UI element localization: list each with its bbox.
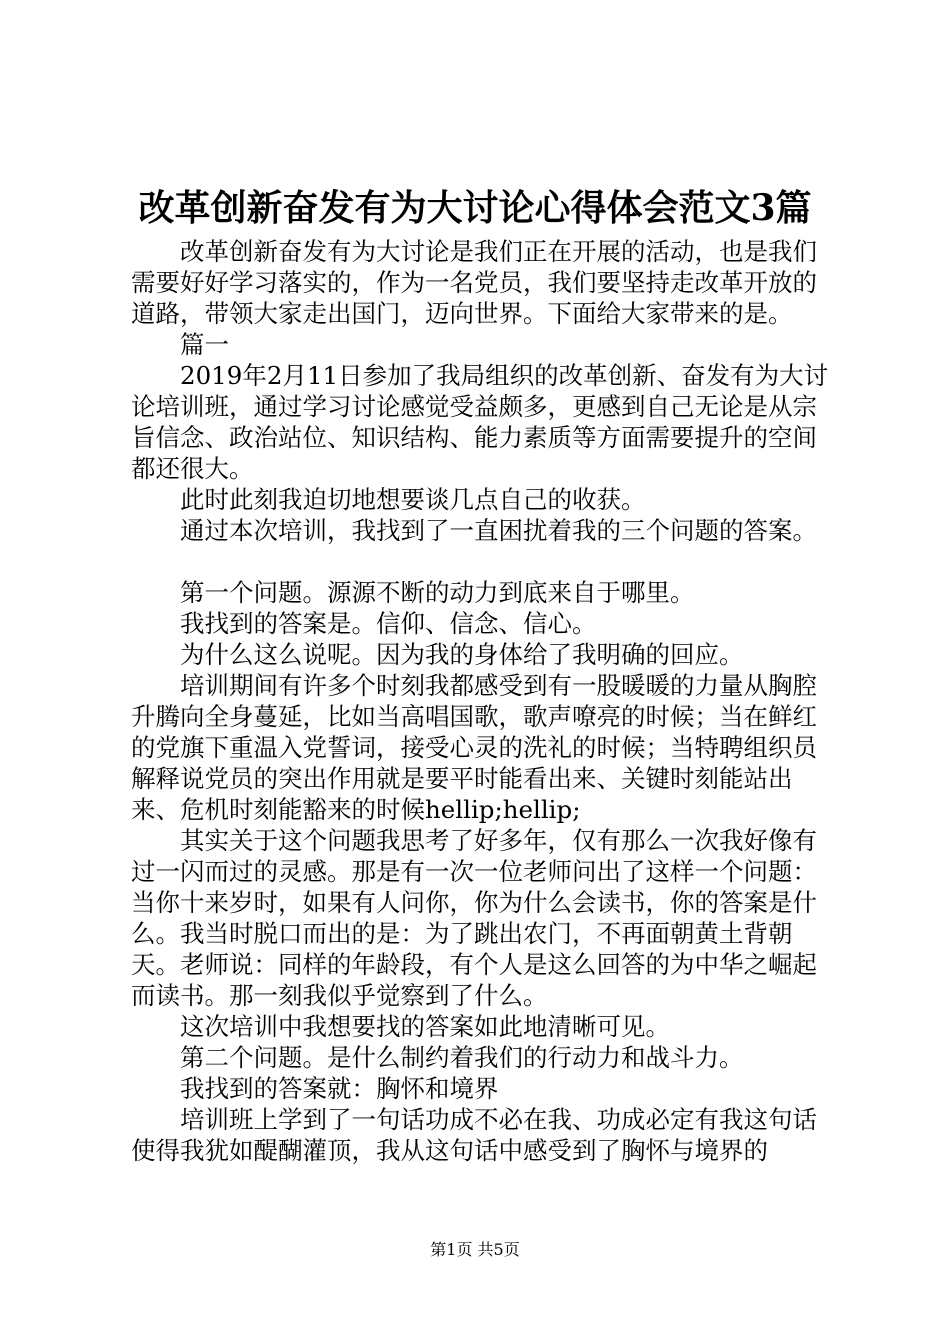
- document-title: 改革创新奋发有为大讨论心得体会范文3篇: [138, 187, 812, 229]
- paragraph: 2019年2月11日参加了我局组织的改革创新、奋发有为大讨论培训班，通过学习讨论感觉受益颇多，更感到自己无论是从宗旨信念、政治站位、知识结构、能力素质等方面需要提升的空间都还很大。: [131, 361, 829, 483]
- document-body: [131, 236, 831, 1166]
- paragraph: 其实关于这个问题我思考了好多年，仅有那么一次我好像有过一闪而过的灵感。那是有一次一位老师问出了这样一个问题：当你十来岁时，如果有人问你，你为什么会读书，你的答案是什么。我当时脱口而出的是：为了跳出农门，不再面朝黄土背朝天。老师说：同样的年龄段，有个人是这么回答的为中华之崛起而读书。那一刻我似乎觉察到了什么。: [131, 826, 817, 1010]
- paragraph: 为什么这么说呢。因为我的身体给了我明确的回应。: [180, 640, 744, 669]
- section-heading: 篇一: [180, 330, 229, 359]
- paragraph: 我找到的答案是。信仰、信念、信心。: [180, 609, 597, 638]
- paragraph: 第一个问题。源源不断的动力到底来自于哪里。: [180, 578, 695, 607]
- paragraph: 我找到的答案就：胸怀和境界: [180, 1074, 499, 1103]
- paragraph: 通过本次培训，我找到了一直困扰着我的三个问题的答案。: [180, 516, 817, 545]
- blank-line: [131, 546, 831, 577]
- paragraph: 这次培训中我想要找的答案如此地清晰可见。: [180, 1012, 670, 1041]
- paragraph: 第二个问题。是什么制约着我们的行动力和战斗力。: [180, 1043, 744, 1072]
- paragraph: 此时此刻我迫切地想要谈几点自己的收获。: [180, 485, 646, 514]
- page-footer: 第1页 共5页: [430, 1240, 520, 1259]
- paragraph-intro: 改革创新奋发有为大讨论是我们正在开展的活动，也是我们需要好好学习落实的，作为一名党员，我们要坚持走改革开放的道路，带领大家走出国门，迈向世界。下面给大家带来的是。: [131, 237, 817, 328]
- paragraph: 培训期间有许多个时刻我都感受到有一股暖暖的力量从胸腔升腾向全身蔓延，比如当高唱国歌，歌声嘹亮的时候；当在鲜红的党旗下重温入党誓词，接受心灵的洗礼的时候；当特聘组织员解释说党员的突出作用就是要平时能看出来、关键时刻能站出来、危机时刻能豁来的时候hellip;hellip;: [131, 671, 817, 824]
- paragraph: 培训班上学到了一句话功成不必在我、功成必定有我这句话使得我犹如醍醐灌顶，我从这句话中感受到了胸怀与境界的: [131, 1105, 817, 1165]
